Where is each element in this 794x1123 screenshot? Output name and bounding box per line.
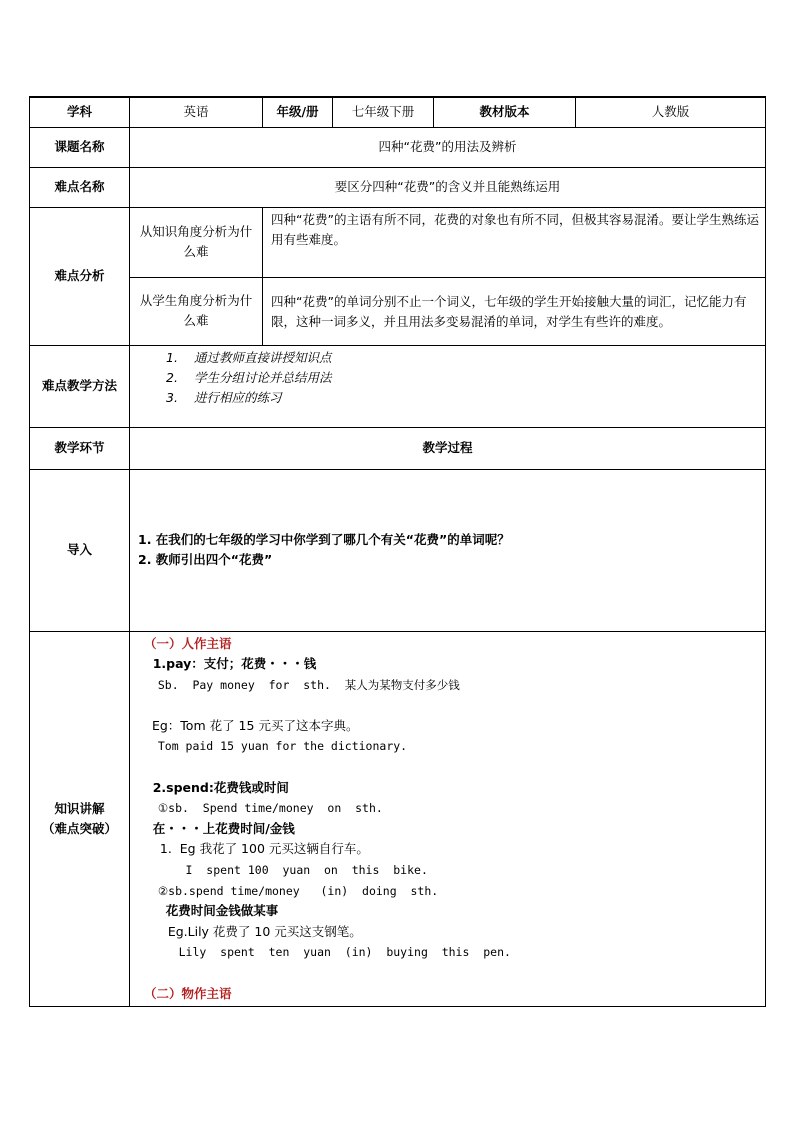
knowledge-row [30,631,766,1006]
spend-pattern-2: ②sb.spend time/money (in) doing sth. [144,883,439,898]
knowledge-angle-label: 从知识角度分析为什么难 [130,207,263,277]
method-item: 3. 进行相应的练习 [166,389,282,405]
intro-line-1: 1. 在我们的七年级的学习中你学到了哪几个有关“花费”的单词呢？ [138,532,510,547]
grade-value: 七年级下册 [333,97,434,127]
intro-label: 导入 [30,469,130,631]
section-person-subject-heading: （一）人作主语 [144,635,232,651]
student-angle-label: 从学生角度分析为什么难 [130,277,263,345]
subject-value: 英语 [130,97,263,127]
pay-pattern: Sb. Pay money for sth. 某人为某物支付多少钱 [144,677,460,692]
stage-label: 教学环节 [30,427,130,469]
title-value: 四种“花费”的用法及辨析 [130,127,766,167]
analysis-knowledge-row [30,207,766,277]
spend-pattern-1: ①sb. Spend time/money on sth. [144,801,383,816]
knowledge-label-line2: （难点突破） [41,820,117,836]
spend-example-2-cn: Eg.Lily 花费了 10 元买这支钢笔。 [144,923,362,939]
blank-line [144,695,765,716]
intro-line-2: 2. 教师引出四个“花费” [138,552,273,567]
pay-heading: 1.pay：支付；花费・・・钱 [144,656,317,672]
title-row [30,127,766,167]
intro-row [30,469,766,631]
knowledge-label [30,631,130,1006]
methods-list [130,345,766,427]
grade-label: 年级/册 [263,97,333,127]
process-header-row [30,427,766,469]
pay-example-en: Tom paid 15 yuan for the dictionary. [144,739,408,754]
subject-label: 学科 [30,97,130,127]
title-label: 课题名称 [30,127,130,167]
spend-pattern-1-cn: 在・・・上花费时间/金钱 [144,820,295,836]
spend-example-1-en: I spent 100 yuan on this bike. [144,863,428,878]
spend-heading: 2.spend:花费钱或时间 [144,779,289,795]
spend-example-2-en: Lily spent ten yuan (in) buying this pen. [144,945,511,960]
header-row [30,97,766,127]
spend-example-1-cn: 1. Eg 我花了 100 元买这辆自行车。 [144,841,369,857]
edition-label: 教材版本 [434,97,576,127]
intro-content [130,469,766,631]
blank-line [144,963,765,984]
difficulty-row [30,167,766,207]
knowledge-angle-text: 四种“花费”的主语有所不同，花费的对象也有所不同，但极其容易混淆。要让学生熟练运用有些难度。 [263,207,766,277]
method-item: 1. 通过教师直接讲授知识点 [166,349,332,365]
blank-line [144,757,765,778]
lesson-plan-table [29,96,766,1007]
difficulty-label: 难点名称 [30,167,130,207]
difficulty-value: 要区分四种“花费”的含义并且能熟练运用 [130,167,766,207]
method-item: 2. 学生分组讨论并总结用法 [166,369,332,385]
methods-row [30,345,766,427]
pay-example-cn: Eg：Tom 花了 15 元买了这本字典。 [144,717,359,733]
knowledge-content [130,631,766,1006]
analysis-student-row [30,277,766,345]
student-angle-text: 四种“花费”的单词分别不止一个词义，七年级的学生开始接触大量的词汇，记忆能力有限，这种一词多义，并且用法多变易混淆的单词，对学生有些许的难度。 [263,277,766,345]
knowledge-label-line1: 知识讲解 [54,800,105,816]
edition-value: 人教版 [576,97,766,127]
spend-pattern-2-cn: 花费时间金钱做某事 [144,903,279,919]
analysis-label: 难点分析 [30,207,130,345]
methods-label: 难点教学方法 [30,345,130,427]
section-thing-subject-heading: （二）物作主语 [144,985,232,1001]
process-label: 教学过程 [130,427,766,469]
